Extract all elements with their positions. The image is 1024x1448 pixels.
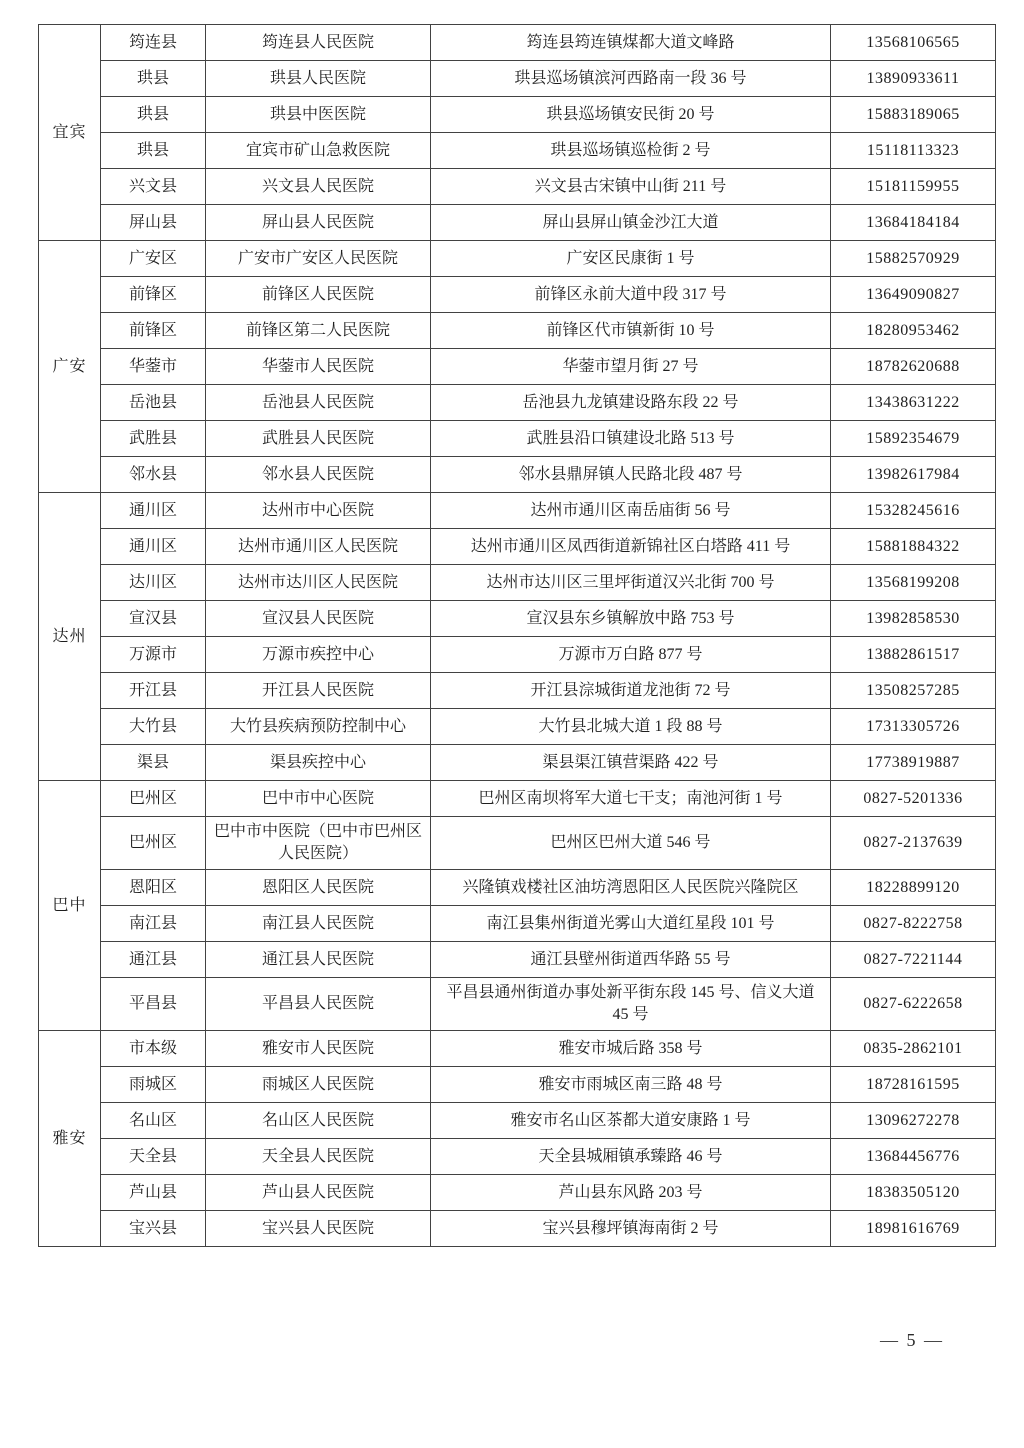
- hospital-cell: 达州市通川区人民医院: [206, 529, 431, 565]
- hospital-cell: 达州市达川区人民医院: [206, 565, 431, 601]
- address-cell: 武胜县沿口镇建设北路 513 号: [431, 421, 831, 457]
- hospital-cell: 巴中市中医院（巴中市巴州区人民医院）: [206, 817, 431, 870]
- phone-cell: 15181159955: [831, 169, 996, 205]
- phone-cell: 13568199208: [831, 565, 996, 601]
- table-row: [39, 565, 996, 601]
- table-row: [39, 241, 996, 277]
- address-cell: 通江县壁州街道西华路 55 号: [431, 942, 831, 978]
- phone-cell: 15118113323: [831, 133, 996, 169]
- phone-cell: 13649090827: [831, 277, 996, 313]
- table-row: [39, 1139, 996, 1175]
- table-row: [39, 906, 996, 942]
- phone-cell: 0827-6222658: [831, 978, 996, 1031]
- table-row: [39, 25, 996, 61]
- city-cell: 宜宾: [39, 25, 101, 241]
- table-row: [39, 1103, 996, 1139]
- address-cell: 达州市达川区三里坪街道汉兴北街 700 号: [431, 565, 831, 601]
- phone-cell: 18280953462: [831, 313, 996, 349]
- hospital-cell: 名山区人民医院: [206, 1103, 431, 1139]
- address-cell: 兴隆镇戏楼社区油坊湾恩阳区人民医院兴隆院区: [431, 870, 831, 906]
- hospital-cell: 天全县人民医院: [206, 1139, 431, 1175]
- hospital-cell: 兴文县人民医院: [206, 169, 431, 205]
- table-row: [39, 169, 996, 205]
- address-cell: 前锋区代市镇新街 10 号: [431, 313, 831, 349]
- phone-cell: 17313305726: [831, 709, 996, 745]
- hospital-cell: 宜宾市矿山急救医院: [206, 133, 431, 169]
- county-cell: 万源市: [101, 637, 206, 673]
- hospital-cell: 前锋区人民医院: [206, 277, 431, 313]
- hospital-cell: 渠县疾控中心: [206, 745, 431, 781]
- table-row: [39, 781, 996, 817]
- table-row: [39, 61, 996, 97]
- phone-cell: 13890933611: [831, 61, 996, 97]
- address-cell: 天全县城厢镇承臻路 46 号: [431, 1139, 831, 1175]
- county-cell: 通江县: [101, 942, 206, 978]
- phone-cell: 18782620688: [831, 349, 996, 385]
- table-row: [39, 817, 996, 870]
- table-row: [39, 1211, 996, 1247]
- address-cell: 前锋区永前大道中段 317 号: [431, 277, 831, 313]
- county-cell: 市本级: [101, 1031, 206, 1067]
- table-row: [39, 1031, 996, 1067]
- county-cell: 平昌县: [101, 978, 206, 1031]
- table-row: [39, 601, 996, 637]
- table-row: [39, 493, 996, 529]
- hospital-cell: 雅安市人民医院: [206, 1031, 431, 1067]
- address-cell: 雅安市名山区茶都大道安康路 1 号: [431, 1103, 831, 1139]
- table-row: [39, 529, 996, 565]
- county-cell: 名山区: [101, 1103, 206, 1139]
- county-cell: 筠连县: [101, 25, 206, 61]
- county-cell: 前锋区: [101, 313, 206, 349]
- county-cell: 天全县: [101, 1139, 206, 1175]
- phone-cell: 0827-7221144: [831, 942, 996, 978]
- hospital-cell: 广安市广安区人民医院: [206, 241, 431, 277]
- county-cell: 通川区: [101, 529, 206, 565]
- phone-cell: 18728161595: [831, 1067, 996, 1103]
- county-cell: 恩阳区: [101, 870, 206, 906]
- hospital-cell: 武胜县人民医院: [206, 421, 431, 457]
- phone-cell: 15328245616: [831, 493, 996, 529]
- county-cell: 芦山县: [101, 1175, 206, 1211]
- hospital-cell: 通江县人民医院: [206, 942, 431, 978]
- phone-cell: 0835-2862101: [831, 1031, 996, 1067]
- hospital-cell: 筠连县人民医院: [206, 25, 431, 61]
- city-cell: 广安: [39, 241, 101, 493]
- phone-cell: 13684184184: [831, 205, 996, 241]
- county-cell: 宝兴县: [101, 1211, 206, 1247]
- county-cell: 珙县: [101, 97, 206, 133]
- county-cell: 渠县: [101, 745, 206, 781]
- hospital-contact-table: [38, 24, 996, 1247]
- address-cell: 岳池县九龙镇建设路东段 22 号: [431, 385, 831, 421]
- phone-cell: 15883189065: [831, 97, 996, 133]
- phone-cell: 13568106565: [831, 25, 996, 61]
- hospital-cell: 雨城区人民医院: [206, 1067, 431, 1103]
- address-cell: 兴文县古宋镇中山街 211 号: [431, 169, 831, 205]
- phone-cell: 0827-2137639: [831, 817, 996, 870]
- county-cell: 武胜县: [101, 421, 206, 457]
- address-cell: 达州市通川区凤西街道新锦社区白塔路 411 号: [431, 529, 831, 565]
- address-cell: 宝兴县穆坪镇海南街 2 号: [431, 1211, 831, 1247]
- county-cell: 邻水县: [101, 457, 206, 493]
- table-row: [39, 870, 996, 906]
- hospital-cell: 南江县人民医院: [206, 906, 431, 942]
- address-cell: 宣汉县东乡镇解放中路 753 号: [431, 601, 831, 637]
- phone-cell: 17738919887: [831, 745, 996, 781]
- hospital-cell: 宣汉县人民医院: [206, 601, 431, 637]
- hospital-cell: 珙县人民医院: [206, 61, 431, 97]
- phone-cell: 18383505120: [831, 1175, 996, 1211]
- table-row: [39, 385, 996, 421]
- city-cell: 巴中: [39, 781, 101, 1031]
- address-cell: 筠连县筠连镇煤都大道文峰路: [431, 25, 831, 61]
- hospital-cell: 开江县人民医院: [206, 673, 431, 709]
- address-cell: 万源市万白路 877 号: [431, 637, 831, 673]
- county-cell: 宣汉县: [101, 601, 206, 637]
- phone-cell: 13982617984: [831, 457, 996, 493]
- hospital-cell: 恩阳区人民医院: [206, 870, 431, 906]
- phone-cell: 18981616769: [831, 1211, 996, 1247]
- address-cell: 珙县巡场镇安民街 20 号: [431, 97, 831, 133]
- phone-cell: 13982858530: [831, 601, 996, 637]
- phone-cell: 15892354679: [831, 421, 996, 457]
- hospital-cell: 邻水县人民医院: [206, 457, 431, 493]
- address-cell: 平昌县通州街道办事处新平街东段 145 号、信义大道 45 号: [431, 978, 831, 1031]
- table-row: [39, 205, 996, 241]
- address-cell: 达州市通川区南岳庙街 56 号: [431, 493, 831, 529]
- hospital-cell: 珙县中医医院: [206, 97, 431, 133]
- hospital-cell: 宝兴县人民医院: [206, 1211, 431, 1247]
- county-cell: 大竹县: [101, 709, 206, 745]
- hospital-cell: 华蓥市人民医院: [206, 349, 431, 385]
- address-cell: 雅安市雨城区南三路 48 号: [431, 1067, 831, 1103]
- table-row: [39, 1175, 996, 1211]
- county-cell: 珙县: [101, 133, 206, 169]
- hospital-cell: 芦山县人民医院: [206, 1175, 431, 1211]
- county-cell: 岳池县: [101, 385, 206, 421]
- phone-cell: 13096272278: [831, 1103, 996, 1139]
- county-cell: 通川区: [101, 493, 206, 529]
- county-cell: 前锋区: [101, 277, 206, 313]
- table-row: [39, 942, 996, 978]
- county-cell: 巴州区: [101, 817, 206, 870]
- table-row: [39, 745, 996, 781]
- hospital-cell: 屏山县人民医院: [206, 205, 431, 241]
- phone-cell: 13438631222: [831, 385, 996, 421]
- hospital-table-body: [39, 25, 996, 1247]
- county-cell: 珙县: [101, 61, 206, 97]
- address-cell: 南江县集州街道光雾山大道红星段 101 号: [431, 906, 831, 942]
- address-cell: 珙县巡场镇滨河西路南一段 36 号: [431, 61, 831, 97]
- city-cell: 雅安: [39, 1031, 101, 1247]
- phone-cell: 18228899120: [831, 870, 996, 906]
- address-cell: 雅安市城后路 358 号: [431, 1031, 831, 1067]
- phone-cell: 15882570929: [831, 241, 996, 277]
- table-row: [39, 97, 996, 133]
- address-cell: 开江县淙城街道龙池街 72 号: [431, 673, 831, 709]
- hospital-cell: 万源市疾控中心: [206, 637, 431, 673]
- county-cell: 南江县: [101, 906, 206, 942]
- hospital-cell: 巴中市中心医院: [206, 781, 431, 817]
- county-cell: 开江县: [101, 673, 206, 709]
- address-cell: 珙县巡场镇巡检街 2 号: [431, 133, 831, 169]
- phone-cell: 0827-5201336: [831, 781, 996, 817]
- table-row: [39, 421, 996, 457]
- address-cell: 巴州区巴州大道 546 号: [431, 817, 831, 870]
- phone-cell: 13508257285: [831, 673, 996, 709]
- table-row: [39, 709, 996, 745]
- hospital-cell: 达州市中心医院: [206, 493, 431, 529]
- address-cell: 芦山县东风路 203 号: [431, 1175, 831, 1211]
- table-row: [39, 637, 996, 673]
- table-row: [39, 349, 996, 385]
- hospital-cell: 平昌县人民医院: [206, 978, 431, 1031]
- address-cell: 华蓥市望月街 27 号: [431, 349, 831, 385]
- address-cell: 邻水县鼎屏镇人民路北段 487 号: [431, 457, 831, 493]
- phone-cell: 13684456776: [831, 1139, 996, 1175]
- county-cell: 华蓥市: [101, 349, 206, 385]
- table-row: [39, 133, 996, 169]
- address-cell: 屏山县屏山镇金沙江大道: [431, 205, 831, 241]
- county-cell: 广安区: [101, 241, 206, 277]
- table-row: [39, 457, 996, 493]
- address-cell: 巴州区南坝将军大道七干支；南池河街 1 号: [431, 781, 831, 817]
- hospital-cell: 岳池县人民医院: [206, 385, 431, 421]
- table-row: [39, 313, 996, 349]
- address-cell: 大竹县北城大道 1 段 88 号: [431, 709, 831, 745]
- table-row: [39, 277, 996, 313]
- county-cell: 达川区: [101, 565, 206, 601]
- page-number: — 5 —: [880, 1330, 944, 1350]
- phone-cell: 13882861517: [831, 637, 996, 673]
- table-row: [39, 978, 996, 1031]
- table-row: [39, 1067, 996, 1103]
- phone-cell: 15881884322: [831, 529, 996, 565]
- county-cell: 兴文县: [101, 169, 206, 205]
- address-cell: 广安区民康街 1 号: [431, 241, 831, 277]
- table-row: [39, 673, 996, 709]
- hospital-cell: 前锋区第二人民医院: [206, 313, 431, 349]
- county-cell: 巴州区: [101, 781, 206, 817]
- county-cell: 雨城区: [101, 1067, 206, 1103]
- hospital-cell: 大竹县疾病预防控制中心: [206, 709, 431, 745]
- county-cell: 屏山县: [101, 205, 206, 241]
- address-cell: 渠县渠江镇营渠路 422 号: [431, 745, 831, 781]
- city-cell: 达州: [39, 493, 101, 781]
- phone-cell: 0827-8222758: [831, 906, 996, 942]
